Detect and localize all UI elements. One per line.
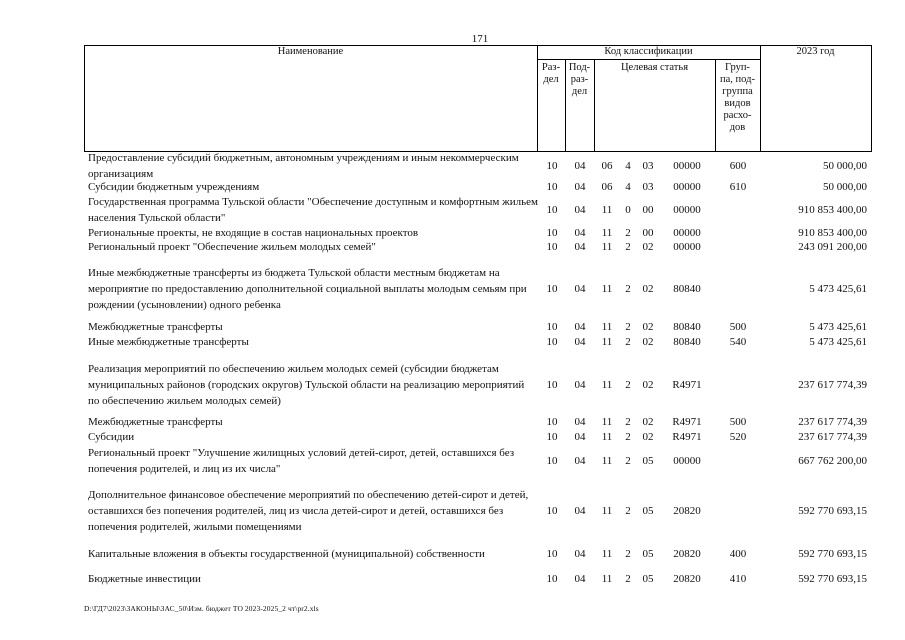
razdel-cell: 10 bbox=[546, 160, 558, 172]
row-name-cell: Иные межбюджетные трансферты bbox=[88, 336, 249, 348]
target-article-direction-cell: 00000 bbox=[673, 160, 701, 172]
target-article-direction-cell: 00000 bbox=[673, 455, 701, 467]
header-divider bbox=[760, 45, 761, 152]
header-subdivider bbox=[537, 59, 760, 60]
target-article-program-cell: 11 bbox=[601, 227, 613, 239]
table-row bbox=[84, 431, 872, 443]
amount-cell: 237 617 774,39 bbox=[798, 416, 867, 428]
podrazdel-cell: 04 bbox=[574, 283, 586, 295]
target-article-program-cell: 11 bbox=[601, 283, 613, 295]
expense-group-cell: 500 bbox=[729, 416, 747, 428]
target-article-subprogram-cell: 05 bbox=[642, 573, 654, 585]
table-row bbox=[84, 321, 872, 333]
podrazdel-cell: 04 bbox=[574, 505, 586, 517]
target-article-program-cell: 11 bbox=[601, 416, 613, 428]
target-article-direction-cell: R4971 bbox=[672, 379, 702, 391]
target-article-type-cell: 2 bbox=[625, 283, 631, 295]
table-row bbox=[84, 227, 872, 239]
target-article-program-cell: 11 bbox=[601, 204, 613, 216]
target-article-type-cell: 2 bbox=[625, 455, 631, 467]
header-subsection: Под- раз- дел bbox=[568, 62, 591, 97]
target-article-subprogram-cell: 00 bbox=[642, 204, 654, 216]
row-name-cell: Иные межбюджетные трансферты из бюджета Тульской области местным бюджетам на мероприятие по предоставлению дополнительной социальной выплаты молодым семьям при рождении (усыновлении) одного ребенка bbox=[88, 267, 527, 311]
amount-cell: 910 853 400,00 bbox=[798, 204, 867, 216]
expense-group-cell: 410 bbox=[729, 573, 747, 585]
razdel-cell: 10 bbox=[546, 227, 558, 239]
expense-group-cell bbox=[716, 196, 760, 224]
target-article-direction-cell: 80840 bbox=[673, 321, 701, 333]
table-row bbox=[84, 447, 872, 475]
podrazdel-cell: 04 bbox=[574, 573, 586, 585]
target-article-type-cell: 2 bbox=[625, 336, 631, 348]
row-name-cell: Региональный проект "Улучшение жилищных условий детей-сирот, детей, оставшихся без попечения родителей, и лиц из их числа" bbox=[88, 447, 515, 475]
expense-group-cell: 610 bbox=[729, 181, 747, 193]
target-article-type-cell: 2 bbox=[625, 505, 631, 517]
target-article-program-cell: 11 bbox=[601, 431, 613, 443]
target-article-program-cell: 11 bbox=[601, 336, 613, 348]
row-name-cell: Бюджетные инвестиции bbox=[88, 573, 201, 585]
expense-group-cell: 500 bbox=[729, 321, 747, 333]
target-article-type-cell: 2 bbox=[625, 548, 631, 560]
expense-group-cell: 540 bbox=[729, 336, 747, 348]
amount-cell: 592 770 693,15 bbox=[798, 573, 867, 585]
target-article-program-cell: 11 bbox=[601, 455, 613, 467]
row-name-cell: Субсидии bbox=[88, 431, 135, 443]
target-article-subprogram-cell: 02 bbox=[642, 416, 654, 428]
target-article-type-cell: 2 bbox=[625, 379, 631, 391]
target-article-type-cell: 0 bbox=[625, 204, 631, 216]
target-article-program-cell: 11 bbox=[601, 548, 613, 560]
table-row bbox=[84, 265, 872, 313]
target-article-type-cell: 2 bbox=[625, 416, 631, 428]
razdel-cell: 10 bbox=[546, 505, 558, 517]
target-article-direction-cell: R4971 bbox=[672, 431, 702, 443]
amount-cell: 592 770 693,15 bbox=[798, 548, 867, 560]
expense-group-cell bbox=[716, 487, 760, 535]
expense-group-cell bbox=[716, 447, 760, 475]
table-row bbox=[84, 416, 872, 428]
header-name: Наименование bbox=[277, 46, 344, 57]
podrazdel-cell: 04 bbox=[574, 160, 586, 172]
target-article-subprogram-cell: 00 bbox=[642, 227, 654, 239]
header-year: 2023 год bbox=[796, 46, 835, 57]
razdel-cell: 10 bbox=[546, 321, 558, 333]
target-article-subprogram-cell: 02 bbox=[642, 431, 654, 443]
header-code-group: Код классификации bbox=[604, 46, 693, 57]
razdel-cell: 10 bbox=[546, 573, 558, 585]
target-article-subprogram-cell: 02 bbox=[642, 283, 654, 295]
target-article-direction-cell: 00000 bbox=[673, 241, 701, 253]
row-name-cell: Капитальные вложения в объекты государственной (муниципальной) собственности bbox=[88, 548, 485, 560]
target-article-type-cell: 4 bbox=[625, 181, 631, 193]
target-article-subprogram-cell: 02 bbox=[642, 241, 654, 253]
table-row bbox=[84, 548, 872, 560]
row-name-cell: Субсидии бюджетным учреждениям bbox=[88, 181, 260, 193]
target-article-subprogram-cell: 02 bbox=[642, 379, 654, 391]
expense-group-cell: 600 bbox=[729, 160, 747, 172]
razdel-cell: 10 bbox=[546, 283, 558, 295]
podrazdel-cell: 04 bbox=[574, 204, 586, 216]
page-number: 171 bbox=[471, 33, 489, 45]
expense-group-cell bbox=[716, 265, 760, 313]
target-article-direction-cell: 20820 bbox=[673, 573, 701, 585]
target-article-subprogram-cell: 05 bbox=[642, 455, 654, 467]
row-name-cell: Реализация мероприятий по обеспечению жильем молодых семей (субсидии бюджетам муниципальных районов (городских округов) Тульской области на реализацию мероприятий по обеспечению жильем молодых семей) bbox=[88, 363, 525, 407]
podrazdel-cell: 04 bbox=[574, 321, 586, 333]
target-article-direction-cell: 20820 bbox=[673, 505, 701, 517]
header-expense-group: Груп- па, под- группа видов расхо- дов bbox=[720, 62, 755, 133]
table-row bbox=[84, 487, 872, 535]
razdel-cell: 10 bbox=[546, 181, 558, 193]
amount-cell: 910 853 400,00 bbox=[798, 227, 867, 239]
table-row bbox=[84, 152, 872, 180]
header-target-article: Целевая статья bbox=[620, 62, 689, 73]
podrazdel-cell: 04 bbox=[574, 227, 586, 239]
table-row bbox=[84, 336, 872, 348]
amount-cell: 50 000,00 bbox=[823, 181, 867, 193]
podrazdel-cell: 04 bbox=[574, 181, 586, 193]
table-row bbox=[84, 181, 872, 193]
budget-table bbox=[84, 45, 872, 585]
razdel-cell: 10 bbox=[546, 431, 558, 443]
podrazdel-cell: 04 bbox=[574, 336, 586, 348]
target-article-program-cell: 11 bbox=[601, 241, 613, 253]
target-article-subprogram-cell: 05 bbox=[642, 548, 654, 560]
expense-group-cell bbox=[716, 227, 760, 239]
target-article-type-cell: 2 bbox=[625, 227, 631, 239]
razdel-cell: 10 bbox=[546, 204, 558, 216]
header-right-border bbox=[871, 45, 872, 152]
row-name-cell: Дополнительное финансовое обеспечение мероприятий по обеспечению детей-сирот и детей, оставшихся без попечения родителей, лиц из числа детей-сирот и детей, оставшихся без попечения родителей, жилыми помещениями bbox=[88, 489, 529, 533]
amount-cell: 243 091 200,00 bbox=[798, 241, 867, 253]
amount-cell: 667 762 200,00 bbox=[798, 455, 867, 467]
target-article-direction-cell: 00000 bbox=[673, 204, 701, 216]
razdel-cell: 10 bbox=[546, 379, 558, 391]
amount-cell: 237 617 774,39 bbox=[798, 379, 867, 391]
target-article-program-cell: 11 bbox=[601, 321, 613, 333]
razdel-cell: 10 bbox=[546, 241, 558, 253]
podrazdel-cell: 04 bbox=[574, 455, 586, 467]
row-name-cell: Межбюджетные трансферты bbox=[88, 416, 223, 428]
razdel-cell: 10 bbox=[546, 336, 558, 348]
expense-group-cell bbox=[716, 361, 760, 409]
expense-group-cell: 520 bbox=[729, 431, 747, 443]
table-row bbox=[84, 361, 872, 409]
target-article-type-cell: 4 bbox=[625, 160, 631, 172]
target-article-type-cell: 2 bbox=[625, 573, 631, 585]
target-article-program-cell: 06 bbox=[601, 160, 613, 172]
row-name-cell: Региональные проекты, не входящие в состав национальных проектов bbox=[88, 227, 419, 239]
target-article-direction-cell: 00000 bbox=[673, 227, 701, 239]
target-article-direction-cell: 20820 bbox=[673, 548, 701, 560]
header-section: Раз- дел bbox=[541, 62, 561, 85]
target-article-type-cell: 2 bbox=[625, 431, 631, 443]
target-article-direction-cell: R4971 bbox=[672, 416, 702, 428]
razdel-cell: 10 bbox=[546, 416, 558, 428]
razdel-cell: 10 bbox=[546, 548, 558, 560]
podrazdel-cell: 04 bbox=[574, 241, 586, 253]
header-left-border bbox=[84, 45, 85, 152]
podrazdel-cell: 04 bbox=[574, 379, 586, 391]
expense-group-cell bbox=[716, 241, 760, 253]
table-row bbox=[84, 241, 872, 253]
target-article-program-cell: 11 bbox=[601, 505, 613, 517]
target-article-subprogram-cell: 02 bbox=[642, 321, 654, 333]
razdel-cell: 10 bbox=[546, 455, 558, 467]
target-article-program-cell: 11 bbox=[601, 573, 613, 585]
row-name-cell: Государственная программа Тульской области "Обеспечение доступным и комфортным жильем населения Тульской области" bbox=[88, 196, 538, 224]
amount-cell: 592 770 693,15 bbox=[798, 505, 867, 517]
target-article-subprogram-cell: 02 bbox=[642, 336, 654, 348]
footer-file-path: D:\ГД7\2023\ЗАКОНЫ\ЗАС_50\Изм. бюджет ТО 2023-2025_2 чт\pr2.xls bbox=[84, 604, 319, 613]
podrazdel-cell: 04 bbox=[574, 431, 586, 443]
target-article-program-cell: 06 bbox=[601, 181, 613, 193]
table-row bbox=[84, 573, 872, 585]
podrazdel-cell: 04 bbox=[574, 416, 586, 428]
amount-cell: 5 473 425,61 bbox=[809, 336, 867, 348]
target-article-direction-cell: 00000 bbox=[673, 181, 701, 193]
row-name-cell: Предоставление субсидий бюджетным, автономным учреждениям и иным некоммерческим организациям bbox=[88, 152, 519, 180]
target-article-subprogram-cell: 03 bbox=[642, 160, 654, 172]
target-article-type-cell: 2 bbox=[625, 241, 631, 253]
target-article-subprogram-cell: 03 bbox=[642, 181, 654, 193]
target-article-direction-cell: 80840 bbox=[673, 336, 701, 348]
row-name-cell: Межбюджетные трансферты bbox=[88, 321, 223, 333]
amount-cell: 237 617 774,39 bbox=[798, 431, 867, 443]
table-row bbox=[84, 196, 872, 224]
target-article-subprogram-cell: 05 bbox=[642, 505, 654, 517]
amount-cell: 5 473 425,61 bbox=[809, 321, 867, 333]
amount-cell: 5 473 425,61 bbox=[809, 283, 867, 295]
podrazdel-cell: 04 bbox=[574, 548, 586, 560]
expense-group-cell: 400 bbox=[729, 548, 747, 560]
target-article-program-cell: 11 bbox=[601, 379, 613, 391]
target-article-direction-cell: 80840 bbox=[673, 283, 701, 295]
amount-cell: 50 000,00 bbox=[823, 160, 867, 172]
table-header bbox=[84, 45, 872, 152]
row-name-cell: Региональный проект "Обеспечение жильем молодых семей" bbox=[88, 241, 376, 253]
target-article-type-cell: 2 bbox=[625, 321, 631, 333]
